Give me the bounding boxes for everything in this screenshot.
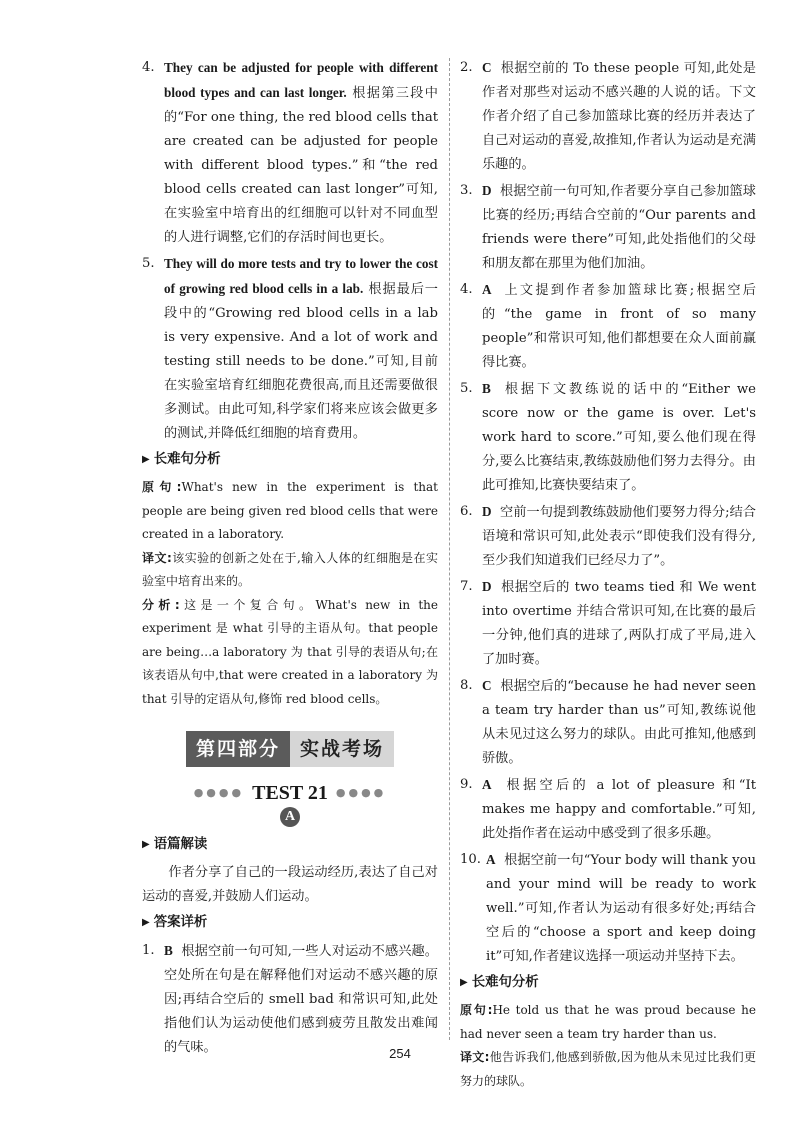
right-column (460, 56, 756, 1093)
item-explanation: 根据最后一段中的“Growing red blood cells in a lab is very expensive. And a lot of work and testing still needs to be done.”可知,目前在实验室培育红细胞花费很高,而且还需要做很多测试。由此可知,科学家们将来应该会做更多的测试,并降低红细胞的培育费用。 (164, 282, 438, 441)
item-explanation: 根据空前一句可知,作者要分享自己参加篮球比赛的经历;再结合空前的“Our parents and friends were there”可知,此处指他们的父母和朋友都在那里为他们加油。 (482, 184, 756, 271)
item-explanation: 根据空后的 two teams tied 和 We went into overtime 并结合常识可知,在比赛的最后一分钟,他们真的进球了,两队打成了平局,进入了加时赛。 (482, 580, 756, 667)
item-number: 6. (460, 504, 473, 519)
long-sentence-translation (142, 547, 438, 594)
item-answer: A (482, 282, 492, 297)
item-answer: C (482, 60, 492, 75)
part-title: 实战考场 (290, 731, 394, 767)
section-heading-text: 语篇解读 (153, 837, 208, 852)
item-explanation: 根据下文教练说的话中的“Either we score now or the game is over. Let's work hard to score.”可知,要么他们现在得分,要么比赛结束,教练鼓励他们努力去得分。由此可推知,比赛快要结束了。 (482, 382, 756, 493)
item-answer: B (482, 381, 491, 396)
item-explanation: 上文提到作者参加篮球比赛;根据空后的“the game in front of so many people”和常识可知,他们都想要在众人面前赢得比赛。 (482, 283, 756, 370)
item-number: 5. (460, 381, 473, 396)
answer-item-7 (460, 575, 756, 672)
triangle-bullet-icon: ▶ (142, 839, 150, 850)
section-heading-answers (142, 911, 438, 935)
translation-text: 他告诉我们,他感到骄傲,因为他从未见过比我们更努力的球队。 (460, 1050, 756, 1088)
translation-text: 该实验的创新之处在于,输入人体的红细胞是在实验室中培育出来的。 (142, 550, 438, 588)
test-title (142, 781, 438, 805)
triangle-bullet-icon: ▶ (142, 454, 150, 465)
section-heading-long-sentence (142, 448, 438, 472)
item-number: 4. (460, 282, 473, 297)
page-number: 254 (389, 1046, 411, 1061)
long-sentence-original (142, 476, 438, 547)
answer-item-4 (142, 56, 438, 250)
item-explanation: 根据空前一句“Your body will thank you and your mind will be ready to work well.”可知,作者认为运动有很多好处;再结合空后的“choose a sport and keep doing it”可知,作者建议选择一项运动并坚持下去。 (486, 853, 756, 964)
item-answer: D (482, 504, 492, 519)
item-number: 1. (142, 943, 155, 958)
dots-decoration-right: ●●●● (335, 786, 387, 799)
item-explanation: 根据空后的“because he had never seen a team try harder than us”可知,教练说他从未见过这么努力的球队。由此可推知,他感到骄傲。 (482, 679, 756, 766)
original-label: 原句: (460, 1003, 493, 1017)
item-explanation: 根据第三段中的“For one thing, the red blood cells that are created can be adjusted for people with different blood types.”和“the red blood cells created can last longer”可知,在实验室中培育出的红细胞可以针对不同血型的人进行调整,它们的存活时间也更长。 (164, 86, 438, 245)
original-text: He told us that he was proud because he had never seen a team try harder than us. (460, 1003, 756, 1041)
translation-label: 译文: (142, 550, 172, 565)
dots-decoration-left: ●●●● (193, 786, 245, 799)
long-sentence-analysis (142, 594, 438, 712)
item-number: 4. (142, 60, 155, 75)
item-number: 8. (460, 678, 473, 693)
item-answer: B (164, 943, 173, 958)
section-heading-text: 长难句分析 (471, 975, 539, 990)
answer-item-5 (460, 377, 756, 498)
item-number: 3. (460, 183, 473, 198)
item-answer: D (482, 579, 492, 594)
answer-item-5 (142, 252, 438, 446)
section-letter-badge: A (280, 807, 300, 827)
column-divider (449, 58, 450, 1040)
answer-item-4 (460, 278, 756, 375)
item-answer: A (486, 852, 496, 867)
analysis-label: 分析: (142, 597, 180, 612)
original-text: What's new in the experiment is that people are being given red blood cells that were created in a laboratory. (142, 480, 438, 541)
item-answer: D (482, 183, 492, 198)
triangle-bullet-icon: ▶ (142, 917, 150, 928)
answer-item-10 (460, 848, 756, 969)
item-explanation: 根据空后的 a lot of pleasure 和“It makes me happy and comfortable.”可知,此处指作者在运动中感受到了很多乐趣。 (482, 778, 757, 841)
answer-item-9 (460, 773, 756, 846)
long-sentence-original (460, 999, 756, 1046)
left-column (142, 56, 438, 1062)
item-explanation: 空前一句提到教练鼓励他们要努力得分;结合语境和常识可知,此处表示“即使我们没有得分,至少我们知道我们已经尽力了”。 (482, 505, 756, 568)
original-label: 原句: (142, 480, 182, 494)
item-explanation: 根据空前的 To these people 可知,此处是作者对那些对运动不感兴趣的人说的话。下文作者介绍了自己参加篮球比赛的经历并表达了自己对运动的喜爱,故推知,作者认为运动是充满乐趣的。 (482, 61, 756, 172)
item-answer: A (482, 777, 492, 792)
part-label: 第四部分 (186, 731, 290, 767)
answer-item-3 (460, 179, 756, 276)
triangle-bullet-icon: ▶ (460, 977, 468, 988)
item-answer: C (482, 678, 492, 693)
part-banner (142, 731, 438, 767)
translation-label: 译文: (460, 1050, 490, 1064)
test-title-text: TEST 21 (252, 782, 328, 804)
section-heading-reading (142, 833, 438, 857)
item-explanation: 根据空前一句可知,一些人对运动不感兴趣。空处所在句是在解释他们对运动不感兴趣的原因;再结合空后的 smell bad 和常识可知,此处指他们认为运动使他们感到疲劳且散发出难闻的气味。 (164, 944, 438, 1055)
answer-item-8 (460, 674, 756, 771)
item-number: 7. (460, 579, 473, 594)
answer-item-6 (460, 500, 756, 573)
reading-summary: 作者分享了自己的一段运动经历,表达了自己对运动的喜爱,并鼓励人们运动。 (142, 865, 438, 904)
section-marker (142, 807, 438, 827)
section-heading-text: 答案详析 (153, 915, 208, 930)
item-answer: They can be adjusted for people with different blood types and can last longer. (164, 60, 438, 100)
item-number: 10. (460, 852, 481, 867)
answer-item-1 (142, 939, 438, 1060)
item-answer: They will do more tests and try to lower the cost of growing red blood cells in a lab. (164, 256, 438, 296)
item-number: 9. (460, 777, 473, 792)
answer-item-2 (460, 56, 756, 177)
item-number: 5. (142, 256, 155, 271)
item-number: 2. (460, 60, 473, 75)
section-heading-text: 长难句分析 (153, 452, 221, 467)
analysis-text: 这是一个复合句。What's new in the experiment 是 what 引导的主语从句。that people are being…a laboratory 为 that 引导的表语从句;在该表语从句中,that were created in a laboratory 为 that 引导的定语从句,修饰 red blood cells。 (142, 597, 438, 706)
section-heading-long-sentence (460, 971, 756, 995)
